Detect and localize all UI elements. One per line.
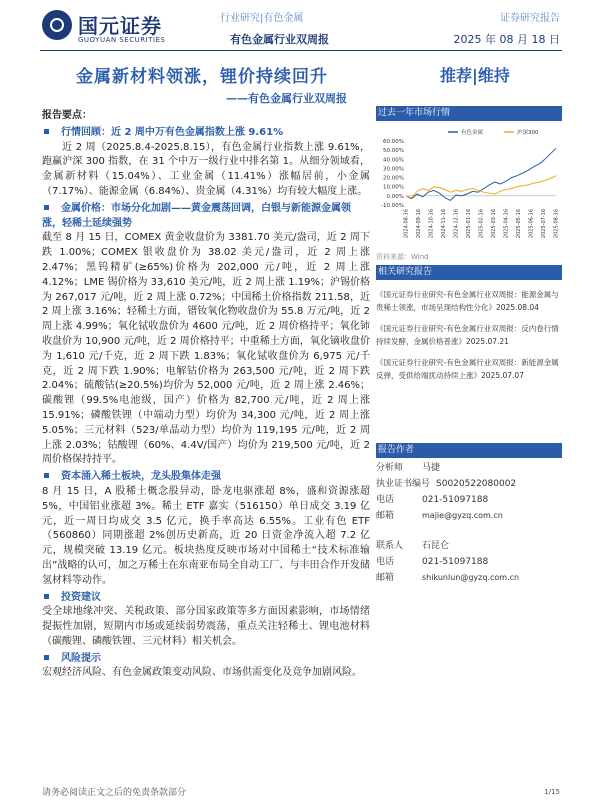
x-tick-label: 2024-11-16 <box>441 209 447 239</box>
analyst-phone: 021-51097188 <box>422 495 489 505</box>
section-heading: 行情回顾：近 2 周中万有色金属指数上涨 9.61% <box>42 126 370 141</box>
logo-chinese: 国元证券 <box>78 14 162 38</box>
contact-name: 石昆仑 <box>422 541 450 551</box>
section-heading: 金属价格：市场分化加剧——黄金震荡回调，白银与新能源金属领涨，轻稀土延续强势 <box>42 202 351 229</box>
bullet-icon <box>44 129 49 134</box>
legend-label: 有色金属 <box>461 130 484 136</box>
related-item[interactable]: 《国元证券行业研究-有色金属行业双周报：能源金属与贵稀土领涨，市场呈现结构性分化》2025.08.04 <box>376 290 559 312</box>
cert-number: S0020522080002 <box>436 479 517 489</box>
y-tick-label: 40.00% <box>383 157 404 164</box>
x-tick-label: 2024-08-16 <box>403 209 410 239</box>
section-body: 近 2 周（2025.8.4-2025.8.15），有色金属行业指数上涨 9.61%，跑赢沪深 300 指数，在 31 个中万一级行业中排名第 1。从细分领域看，金属新材料（15.04%）、工业金属（11.41%）涨幅居前，小金属（7.17%）、能源金属（6.84%）、贵金属（4.31%）均有较大幅度上涨。 <box>42 141 370 197</box>
section-body: 8 月 15 日，A 股稀土概念股异动，卧龙电驱涨超 8%，盛和资源涨超 5%，中国铝业涨超 3%。稀土 ETF 嘉实（516150）单日成交 3.19 亿元，近一周日均成交 3.5 亿元，换手率高达 6.55%。工业有色 ETF（560860）同期涨超 2%创历史新高，近 20 日资金净流入超 7.2 亿元，规模突破 13.19 亿元。板块热度反映市场对中国稀土“技术标准输出”战略的认可，加之万稀土在东南亚布局全自动工厂、与丰田合作开发储氢材料等动作。 <box>42 485 370 586</box>
bullet-icon <box>44 594 49 599</box>
legend-label: 沪深300 <box>517 130 539 136</box>
bullet-icon <box>44 205 49 210</box>
x-tick-label: 2025-06-16 <box>528 209 535 239</box>
y-tick-label: 60.00% <box>383 139 404 145</box>
key-points-label: 报告要点： <box>42 110 92 121</box>
related-item[interactable]: 《国元证券行业研究-有色金属行业双周报：新能源金属反弹，受供给端扰动持续上涨》2025.07.07 <box>376 358 559 380</box>
report-header <box>0 0 600 56</box>
header-category: 行业研究|有色金属 <box>220 13 304 24</box>
bullet-icon <box>44 473 49 478</box>
header-subtitle: 有色金属行业双周报 <box>230 33 329 46</box>
y-tick-label: -10.00% <box>381 203 404 209</box>
author-header: 报告作者 <box>376 443 562 458</box>
y-tick-label: 50.00% <box>383 148 404 155</box>
bullet-icon <box>44 655 49 660</box>
section-heading: 资本涌入稀土板块，龙头股集体走强 <box>42 470 370 485</box>
company-logo <box>42 10 202 48</box>
analyst-email[interactable]: majie@gyzq.com.cn <box>422 511 503 520</box>
page-number: 1/15 <box>544 788 560 796</box>
section-heading: 投资建议 <box>42 591 370 606</box>
chart-header: 过去一年市场行情 <box>376 106 562 121</box>
rating-label: 推荐|维持 <box>440 66 510 85</box>
key-points-column <box>42 109 370 681</box>
authors-block: 报告作者 分析师 马捷 执业证书编号 S0020522080002 电话 021-51097188 邮箱 majie@gyzq.com.cn 联系人 石昆仑 电话 021-51097188 邮箱 shikunlun@gyzq.com.cn <box>376 443 562 586</box>
x-tick-label: 2025-04-16 <box>503 209 510 239</box>
logo-english: GUOYUAN SECURITIES <box>78 36 166 44</box>
x-tick-label: 2025-01-16 <box>466 209 472 239</box>
x-tick-label: 2025-08-16 <box>553 209 560 239</box>
x-tick-label: 2024-09-16 <box>416 209 422 239</box>
related-list <box>376 288 562 382</box>
contact-phone: 021-51097188 <box>422 557 489 567</box>
contact-email[interactable]: shikunlun@gyzq.com.cn <box>422 573 520 582</box>
report-title: 金属新材料领涨，锂价持续回升 <box>76 67 328 87</box>
section-heading: 风险提示 <box>42 652 370 667</box>
related-header: 相关研究报告 <box>376 265 562 280</box>
report-subtitle: ——有色金属行业双周报 <box>226 92 347 105</box>
section-body: 截至 8 月 15 日，COMEX 黄金收盘价为 3381.70 美元/盎司，近 2 周下跌 1.00%；COMEX 银收盘价为 38.02 美元/盎司，近 2 周上涨 2.47%；黑钨精矿(≥65%)价格为 202,000 元/吨，近 2 周上涨 4.12%；LME 锡价格为 33,610 美元/吨，近 2 周上涨 1.19%；沪锡价格为 267,017 元/吨，近 2 周上涨 0.72%；中国稀土价格指数 211.58，近 2 周上涨 3.16%；轻稀土方面，镨钕氧化物收盘价为 55.8 万元/吨，近 2 周上涨 4.99%；氧化铽收盘价为 4600 元/吨，近 2 周价格持平；氧化铈收盘价为 10,900 元/吨，近 2 周价格持平；中重稀土方面，氧化镝收盘价为 1,610 元/千克，近 2 周下跌 1.83%；氧化铽收盘价为 6,975 元/千克，近 2 周下跌 1.90%；电解钴价格为 263,500 元/吨，近 2 周下跌 2.04%；硫酸钴(≥20.5%)均价为 52,000 元/吨，近 2 周上涨 2.46%；碳酸锂（99.5%电池级，国产）价格为 82,700 元/吨，近 2 周上涨 15.91%；磷酸铁锂（中端动力型）均价为 34,300 元/吨，近 2 周上涨 5.05%；三元材料（523/单晶动力型）均价为 119,195 元/吨，近 2 周上涨 2.03%；钴酸锂（60%、4.4V/国产）均价为 219,500 元/吨，近 2 周价格保持持平。 <box>42 232 370 466</box>
header-divider <box>40 50 562 51</box>
logo-mark-icon <box>42 10 72 40</box>
section-body: 受全球地缘冲突、关税政策、部分国家政策等多方面因素影响，市场情绪提振性加剧，短期内市场或延续弱势震荡，重点关注轻稀土、锂电池材料（碳酸锂、磷酸铁锂、三元材料）相关机会。 <box>42 606 370 647</box>
analyst-name: 马捷 <box>422 463 441 473</box>
series-line <box>406 176 556 198</box>
x-tick-label: 2025-03-16 <box>491 209 497 239</box>
x-tick-label: 2025-02-16 <box>478 209 485 239</box>
x-tick-label: 2025-07-16 <box>541 209 547 239</box>
y-tick-label: 0.00% <box>386 193 404 200</box>
y-tick-label: 10.00% <box>383 184 404 191</box>
section-body: 宏观经济风险、有色金属政策变动风险、市场供需变化及竞争加剧风险。 <box>42 667 362 679</box>
header-date: 2025 年 08 月 18 日 <box>453 33 560 46</box>
related-research <box>376 265 562 382</box>
disclaimer-footer: 请务必阅读正文之后的免责条款部分 <box>42 788 187 798</box>
header-report-type: 证券研究报告 <box>500 13 560 24</box>
y-tick-label: 30.00% <box>383 166 404 173</box>
related-item[interactable]: 《国元证券行业研究-有色金属行业双周报：反内卷行情持续发酵，金属价格普涨》2025.07.21 <box>376 324 559 346</box>
chart-source: 资料来源：Wind <box>376 253 429 261</box>
x-tick-label: 2024-10-16 <box>428 209 435 239</box>
market-chart <box>376 123 562 253</box>
x-tick-label: 2025-05-16 <box>516 209 522 239</box>
y-tick-label: 20.00% <box>383 175 404 182</box>
series-line <box>406 148 556 200</box>
x-tick-label: 2024-12-16 <box>453 209 460 239</box>
